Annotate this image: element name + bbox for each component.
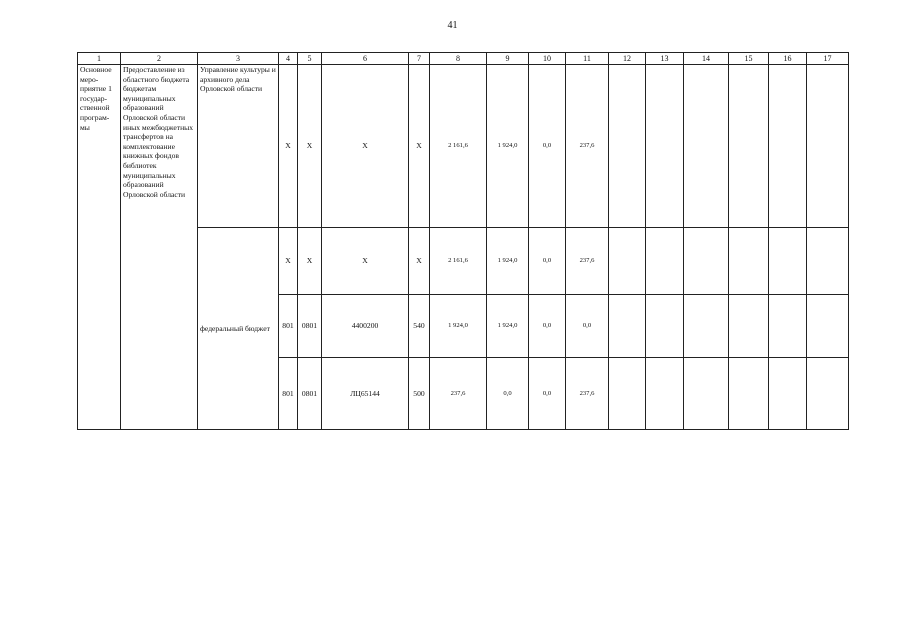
empty-cell	[769, 295, 807, 358]
column-number: 9	[487, 53, 529, 65]
kbk-rzpr-cell: 0801	[298, 295, 322, 358]
empty-cell	[729, 295, 769, 358]
kbk-rzpr-cell: X	[298, 65, 322, 228]
kbk-grbs-cell: 801	[279, 358, 298, 430]
executor-cell: федеральный бюджет	[198, 228, 279, 430]
value-cell: 0,0	[529, 358, 566, 430]
value-cell: 237,6	[430, 358, 487, 430]
empty-cell	[769, 228, 807, 295]
value-cell: 0,0	[529, 295, 566, 358]
empty-cell	[684, 228, 729, 295]
value-cell: 0,0	[529, 65, 566, 228]
kbk-vr-cell: X	[409, 65, 430, 228]
value-cell: 237,6	[566, 228, 609, 295]
empty-cell	[729, 228, 769, 295]
kbk-rzpr-cell: X	[298, 228, 322, 295]
empty-cell	[807, 358, 849, 430]
value-cell: 1 924,0	[487, 295, 529, 358]
column-number: 1	[78, 53, 121, 65]
value-cell: 2 161,6	[430, 228, 487, 295]
kbk-csr-cell: X	[322, 65, 409, 228]
kbk-rzpr-cell: 0801	[298, 358, 322, 430]
column-number: 5	[298, 53, 322, 65]
column-number: 7	[409, 53, 430, 65]
column-number: 3	[198, 53, 279, 65]
event-name-cell: Основное меро-приятие 1 государ-ственной програм-мы	[78, 65, 121, 430]
empty-cell	[729, 65, 769, 228]
empty-cell	[646, 228, 684, 295]
column-number: 17	[807, 53, 849, 65]
column-number: 8	[430, 53, 487, 65]
column-number: 12	[609, 53, 646, 65]
kbk-grbs-cell: X	[279, 228, 298, 295]
column-number: 4	[279, 53, 298, 65]
column-number: 11	[566, 53, 609, 65]
value-cell: 1 924,0	[487, 228, 529, 295]
value-cell: 0,0	[566, 295, 609, 358]
value-cell: 2 161,6	[430, 65, 487, 228]
page-number: 41	[447, 20, 458, 31]
kbk-vr-cell: X	[409, 228, 430, 295]
empty-cell	[646, 295, 684, 358]
empty-cell	[684, 65, 729, 228]
table-row	[78, 65, 849, 228]
value-cell: 237,6	[566, 65, 609, 228]
kbk-csr-cell: X	[322, 228, 409, 295]
empty-cell	[807, 228, 849, 295]
kbk-vr-cell: 540	[409, 295, 430, 358]
empty-cell	[609, 358, 646, 430]
empty-cell	[684, 295, 729, 358]
event-description-cell: Предоставление из областного бюджета бюджетам муниципальных образований Орловской области иных межбюджетных трансфертов на комплектование книжных фондов библиотек муниципальных образований Орловской области	[121, 65, 198, 430]
empty-cell	[646, 65, 684, 228]
value-cell: 0,0	[529, 228, 566, 295]
empty-cell	[769, 358, 807, 430]
empty-cell	[729, 358, 769, 430]
column-number: 6	[322, 53, 409, 65]
kbk-csr-cell: 4400200	[322, 295, 409, 358]
empty-cell	[769, 65, 807, 228]
empty-cell	[609, 65, 646, 228]
column-number: 15	[729, 53, 769, 65]
column-number: 10	[529, 53, 566, 65]
column-number: 14	[684, 53, 729, 65]
value-cell: 1 924,0	[487, 65, 529, 228]
value-cell: 237,6	[566, 358, 609, 430]
empty-cell	[807, 65, 849, 228]
column-number-row	[78, 53, 849, 65]
kbk-grbs-cell: 801	[279, 295, 298, 358]
value-cell: 1 924,0	[430, 295, 487, 358]
empty-cell	[609, 295, 646, 358]
empty-cell	[646, 358, 684, 430]
empty-cell	[807, 295, 849, 358]
column-number: 16	[769, 53, 807, 65]
kbk-vr-cell: 500	[409, 358, 430, 430]
kbk-csr-cell: ЛЦ65144	[322, 358, 409, 430]
budget-table	[77, 52, 849, 430]
empty-cell	[684, 358, 729, 430]
value-cell: 0,0	[487, 358, 529, 430]
empty-cell	[609, 228, 646, 295]
column-number: 13	[646, 53, 684, 65]
executor-cell: Управление культуры и архивного дела Орловской области	[198, 65, 279, 228]
kbk-grbs-cell: X	[279, 65, 298, 228]
column-number: 2	[121, 53, 198, 65]
